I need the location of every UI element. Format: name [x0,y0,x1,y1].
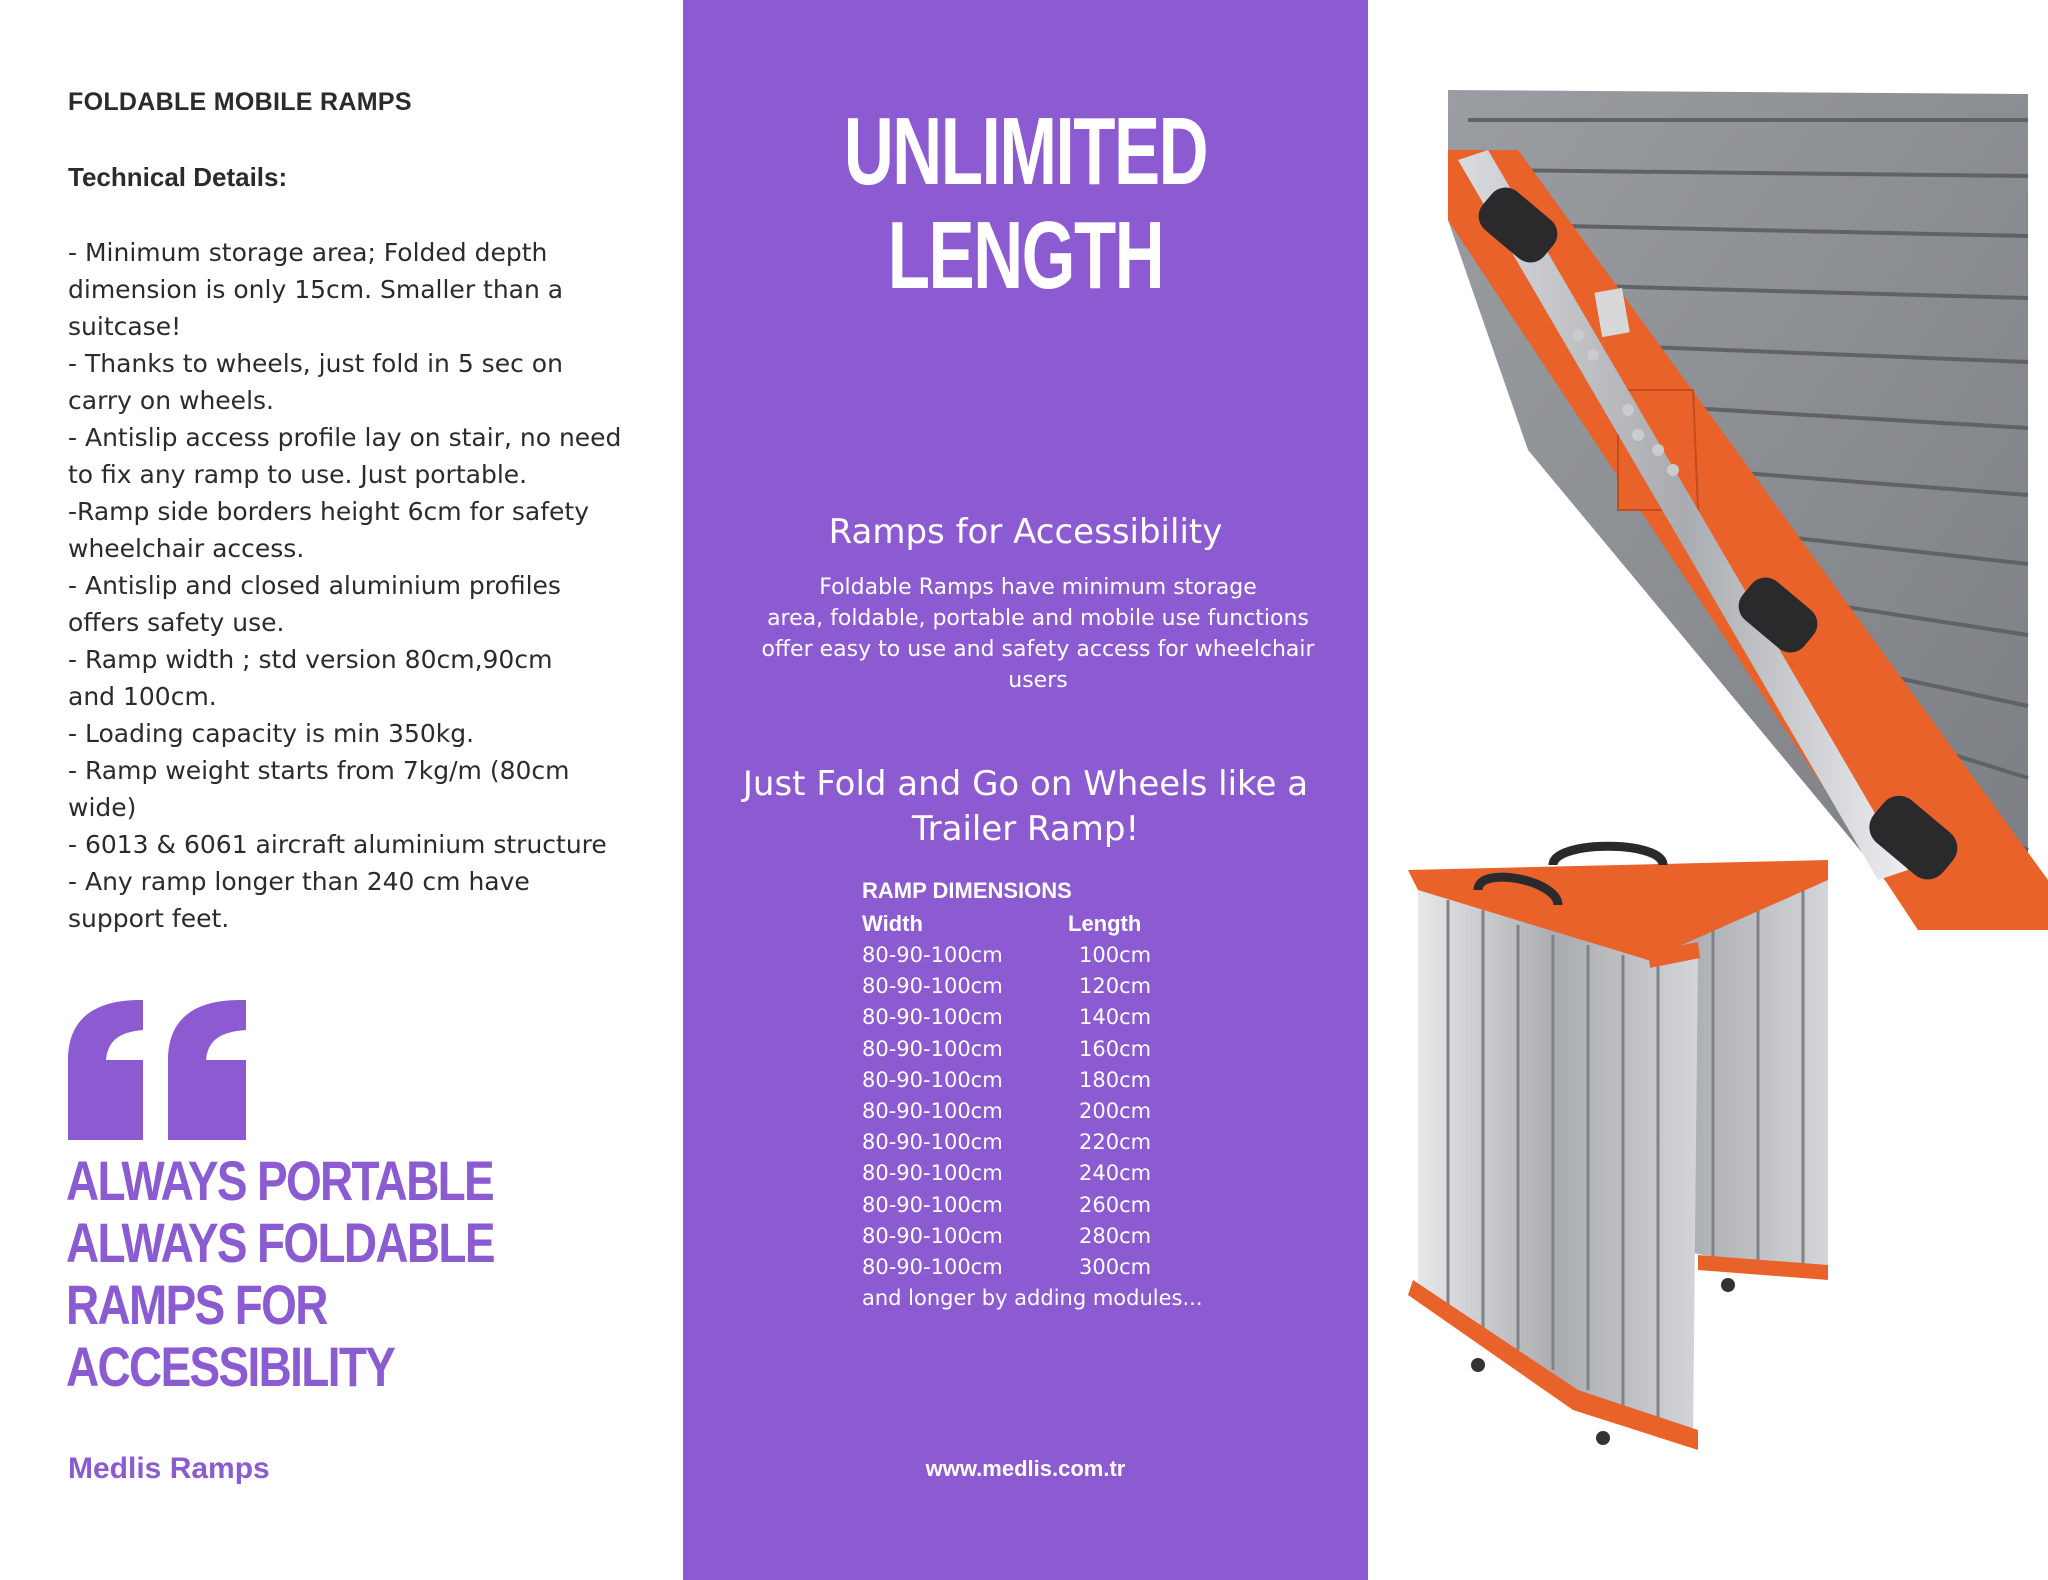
feature-line: wide) [68,793,137,822]
dimension-width: 80-90-100cm [862,1192,1003,1217]
feature-line: - Ramp weight starts from 7kg/m (80cm [68,756,570,785]
dimension-width: 80-90-100cm [862,1161,1003,1186]
description-line: offer easy to use and safety access for wheelchair [761,637,1315,662]
left-panel [0,0,683,1580]
dimension-row [862,1096,1282,1127]
dimension-width: 80-90-100cm [862,1130,1003,1155]
dimension-width: 80-90-100cm [862,1005,1003,1030]
feature-line: - Ramp width ; std version 80cm,90cm [68,645,553,674]
dimension-row [862,940,1282,971]
ramp-closeup-image [1448,90,2048,930]
feature-line: wheelchair access. [68,534,305,563]
dimensions-table [862,874,1282,1314]
feature-line: - Thanks to wheels, just fold in 5 sec on [68,349,563,378]
dimension-length: 260cm [1079,1192,1152,1217]
description-line: users [1008,668,1068,693]
slogan-line: RAMPS FOR [66,1273,327,1336]
brand-name: Medlis Ramps [68,1452,270,1485]
website-url: www.medlis.com.tr [925,1456,1126,1481]
fold-title-line: Trailer Ramp! [911,809,1140,849]
dimension-length: 140cm [1079,1005,1152,1030]
dimension-width: 80-90-100cm [862,1255,1003,1280]
dimension-row [862,1221,1282,1252]
dimension-length: 120cm [1079,974,1152,999]
dimension-width: 80-90-100cm [862,1036,1003,1061]
subtitle: Ramps for Accessibility [828,512,1223,552]
feature-line: - 6013 & 6061 aircraft aluminium structure [68,830,607,859]
dimension-row [862,1034,1282,1065]
fold-title-line: Just Fold and Go on Wheels like a [742,764,1309,804]
feature-line: offers safety use. [68,608,285,637]
fold-title [683,762,1368,852]
main-title-line: LENGTH [887,202,1164,309]
dimension-width: 80-90-100cm [862,943,1003,967]
dimension-row [862,1127,1282,1158]
feature-line: and 100cm. [68,682,217,711]
dimension-width: 80-90-100cm [862,974,1003,999]
main-title-line: UNLIMITED [843,98,1208,205]
dimension-length: 200cm [1079,1099,1152,1124]
dimension-row [862,1065,1282,1096]
folded-ramp-image [1408,840,1838,1460]
slogan [66,1150,626,1398]
description-line: Foldable Ramps have minimum storage [819,575,1257,600]
dimension-row [862,1252,1282,1283]
subtitle-description [758,572,1318,696]
feature-line: suitcase! [68,312,182,341]
dimension-row [862,971,1282,1002]
dimension-length: 300cm [1079,1255,1152,1280]
feature-line: - Any ramp longer than 240 cm have [68,867,530,896]
technical-details-label: Technical Details: [68,162,288,192]
dimensions-label: RAMP DIMENSIONS [862,878,1072,903]
dimension-row [862,1002,1282,1033]
dimension-length: 220cm [1079,1130,1152,1155]
description-line: area, foldable, portable and mobile use functions [767,606,1309,631]
slogan-line: ALWAYS FOLDABLE [66,1211,494,1274]
product-heading: FOLDABLE MOBILE RAMPS [68,88,412,116]
feature-line: support feet. [68,904,230,933]
feature-list [68,234,628,937]
dimension-length: 240cm [1079,1161,1152,1186]
dimension-width: 80-90-100cm [862,1067,1003,1092]
header-length: Length [1068,911,1142,936]
dimension-width: 80-90-100cm [862,1223,1003,1248]
feature-line: - Minimum storage area; Folded depth [68,238,548,267]
feature-line: carry on wheels. [68,386,274,415]
dimension-row [862,1158,1282,1189]
right-panel [1368,0,2048,1580]
dimension-width: 80-90-100cm [862,1099,1003,1124]
dimension-length: 280cm [1079,1223,1152,1248]
slogan-line: ALWAYS PORTABLE [66,1149,494,1212]
feature-line: to fix any ramp to use. Just portable. [68,460,528,489]
dimensions-header [862,908,1282,940]
dimension-length: 160cm [1079,1036,1152,1061]
quote-mark-icon [68,1000,248,1140]
main-title [683,100,1368,308]
feature-line: -Ramp side borders height 6cm for safety [68,497,590,526]
dimensions-note: and longer by adding modules... [862,1286,1203,1311]
feature-line: - Loading capacity is min 350kg. [68,719,475,748]
dimensions-rows [862,940,1282,1283]
dimension-length: 180cm [1079,1067,1152,1092]
feature-line: - Antislip and closed aluminium profiles [68,571,561,600]
feature-line: - Antislip access profile lay on stair, no need [68,423,622,452]
dimension-length: 100cm [1079,943,1152,967]
slogan-line: ACCESSIBILITY [66,1335,395,1398]
middle-panel [683,0,1368,1580]
header-width: Width [862,911,923,936]
dimension-row [862,1190,1282,1221]
feature-line: dimension is only 15cm. Smaller than a [68,275,564,304]
